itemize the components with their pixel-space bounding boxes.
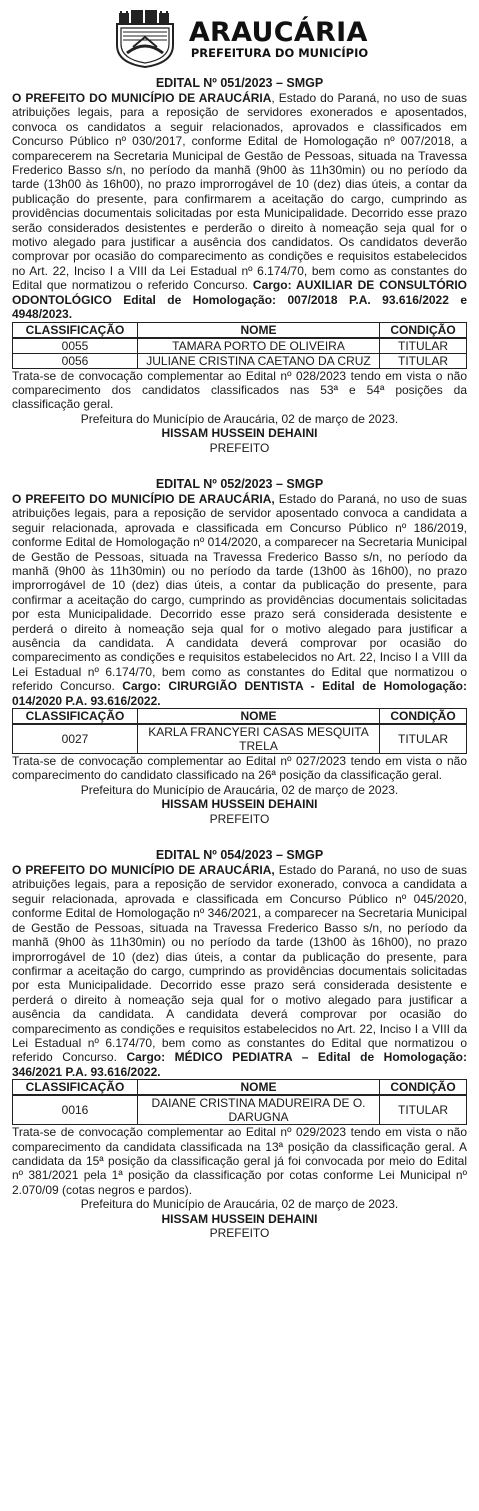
body-text: , Estado do Paraná, no uso de suas atribuições legais, para a reposição de servidores exonerados e aposentados, convoca os candidatos a seguir relacionados, aprovados e classificados em Concurso Público nº 030/2017, conforme Edital de Homologação nº 007/2018, a comparecerem na Secretaria Municipal de Gestão de Pessoas, situada na Travessa Frederico Basso s/n, no período da manhã (9h00 às 11h30min) ou no período da tarde (13h00 às 16h00), no prazo improrrogável de 10 (dez) dias úteis, a contar da publicação do presente, para confirmarem a aceitação do cargo, cumprindo as providências documentais solicitadas por esta Municipalidade. Decorrido esse prazo serão considerados desistentes e perderão o direito à nomeação seja qual for o motivo alegado para justificar a ausência dos candidatos. Os candidatos deverão comprovar por ocasião do comparecimento as condições e requisitos estabelecidos no Art. 22, Inciso I a VIII da Lei Estadual nº 6.174/70, bem como as constantes do Edital que normatizou o referido Concurso. <box>12 91 467 293</box>
cell-classificacao: 0056 <box>13 353 138 368</box>
edital-note: Trata-se de convocação complementar ao Edital nº 029/2023 tendo em vista o não comparecimento da candidata classificada na 13ª posição da classificação geral. A candidata da 15ª posição da classificação geral já foi convocada por meio do Edital nº 381/2021 pela 1ª posição da classificação por cotas conforme Lei Municipal nº 2.070/09 (cotas negros e pardos). <box>12 1125 467 1197</box>
edital-body <box>12 863 467 1079</box>
place-date: Prefeitura do Município de Araucária, 02 de março de 2023. <box>80 411 399 426</box>
place-date: Prefeitura do Município de Araucária, 02 de março de 2023. <box>80 782 399 797</box>
edital-title: EDITAL Nº 054/2023 – SMGP <box>155 848 324 863</box>
cell-nome: TAMARA PORTO DE OLIVEIRA <box>138 338 380 354</box>
cell-condicao: TITULAR <box>380 724 467 754</box>
cell-classificacao: 0055 <box>13 338 138 354</box>
edital-body <box>12 91 467 322</box>
edital-title: EDITAL Nº 052/2023 – SMGP <box>155 476 324 491</box>
header-classificacao: CLASSIFICAÇÃO <box>13 1080 138 1096</box>
municipality-name: ARAUCÁRIA <box>188 16 368 48</box>
cell-classificacao: 0027 <box>13 724 138 754</box>
table-header-row <box>13 322 467 338</box>
cell-condicao: TITULAR <box>380 353 467 368</box>
masthead <box>12 8 467 70</box>
cell-nome: DAIANE CRISTINA MADUREIRA DE O. DARUGNA <box>138 1095 380 1125</box>
document-page <box>12 0 467 1240</box>
edital-body <box>12 492 467 708</box>
cell-condicao: TITULAR <box>380 338 467 354</box>
header-nome: NOME <box>138 322 380 338</box>
municipal-crest-icon <box>111 9 181 69</box>
cargo-line: Cargo: AUXILIAR DE CONSULTÓRIO ODONTOLÓGICO Edital de Homologação: 007/2018 P.A. 93.616/2022 e 4948/2023. <box>12 278 467 322</box>
candidates-table <box>12 322 467 369</box>
header-condicao: CONDIÇÃO <box>380 709 467 725</box>
edital-052 <box>12 477 467 826</box>
header-classificacao: CLASSIFICAÇÃO <box>13 709 138 725</box>
cargo-line: Cargo: MÉDICO PEDIATRA – Edital de Homologação: 346/2021 P.A. 93.616/2022. <box>12 1050 468 1079</box>
table-row <box>13 724 467 754</box>
edital-051 <box>12 76 467 455</box>
edital-note: Trata-se de convocação complementar ao Edital nº 027/2023 tendo em vista o não comparecimento do candidato classificado na 26ª posição da classificação geral. <box>12 754 467 783</box>
cell-condicao: TITULAR <box>380 1095 467 1125</box>
table-header-row <box>13 709 467 725</box>
header-nome: NOME <box>138 1080 380 1096</box>
table-row <box>13 1095 467 1125</box>
table-row <box>13 353 467 368</box>
signer-role: PREFEITO <box>209 440 270 455</box>
body-text: Estado do Paraná, no uso de suas atribuições legais, para a reposição de servidor exonerado, convoca a candidata a seguir relacionada, aprovada e classificada em Concurso Público nº 045/2020, conforme Edital de Homologação nº 346/2021, a comparecer na Secretaria Municipal de Gestão de Pessoas, situada na Travessa Frederico Basso s/n, no período da manhã (9h00 às 11h30min) ou no período da tarde (13h00 às 16h00), no prazo improrrogável de 10 (dez) dias úteis, a contar da publicação do presente, para confirmar a aceitação do cargo, cumprindo as providências documentais solicitadas por esta Municipalidade. Decorrido esse prazo será considerada desistente e perderá o direito à nomeação seja qual for o motivo alegado para justificar a ausência da candidata. A candidata deverá comprovar por ocasião do comparecimento as condições e requisitos estabelecidos no Art. 22, Inciso I a VIII da Lei Estadual nº 6.174/70, bem como as constantes do Edital que normatizou o referido Concurso. <box>12 863 467 1065</box>
signer-name: HISSAM HUSSEIN DEHAINI <box>161 426 318 441</box>
cell-nome: KARLA FRANCYERI CASAS MESQUITA TRELA <box>138 724 380 754</box>
cell-nome: JULIANE CRISTINA CAETANO DA CRUZ <box>138 353 380 368</box>
edital-054 <box>12 848 467 1240</box>
signer-name: HISSAM HUSSEIN DEHAINI <box>161 797 318 812</box>
edital-title: EDITAL Nº 051/2023 – SMGP <box>155 76 324 90</box>
brand <box>188 16 369 60</box>
candidates-table <box>12 708 467 754</box>
table-header-row <box>13 1080 467 1096</box>
intro-heading: O PREFEITO DO MUNICÍPIO DE ARAUCÁRIA, <box>12 491 275 506</box>
edital-note: Trata-se de convocação complementar ao Edital nº 028/2023 tendo em vista o não comparecimento dos candidatos classificados nas 53ª e 54ª posições da classificação geral. <box>12 368 467 412</box>
signer-role: PREFEITO <box>209 1226 270 1240</box>
header-nome: NOME <box>138 709 380 725</box>
candidates-table <box>12 1079 467 1125</box>
place-date: Prefeitura do Município de Araucária, 02 de março de 2023. <box>80 1197 399 1212</box>
cell-classificacao: 0016 <box>13 1095 138 1125</box>
header-condicao: CONDIÇÃO <box>380 322 467 338</box>
signer-name: HISSAM HUSSEIN DEHAINI <box>161 1211 318 1226</box>
body-text: Estado do Paraná, no uso de suas atribuições legais, para a reposição de servidor aposentado convoca a candidata a seguir relacionada, aprovada e classificada em Concurso Público nº 186/2019, conforme Edital de Homologação nº 014/2020, a comparecer na Secretaria Municipal de Gestão de Pessoas, situada na Travessa Frederico Basso s/n, no período da manhã (9h00 às 11h30min) ou no período da tarde (13h00 às 16h00), no prazo improrrogável de 10 (dez) dias úteis, a contar da publicação do presente, para confirmar a aceitação do cargo, cumprindo as providências documentais solicitadas por esta Municipalidade. Decorrido esse prazo será considerada desistente e perderá o direito à nomeação seja qual for o motivo alegado para justificar a ausência da candidata. A candidata deverá comprovar por ocasião do comparecimento as condições e requisitos estabelecidos no Art. 22, Inciso I a VIII da Lei Estadual nº 6.174/70, bem como as constantes do Edital que normatizou o referido Concurso. <box>12 491 467 694</box>
signer-role: PREFEITO <box>209 811 270 826</box>
cargo-line: Cargo: CIRURGIÃO DENTISTA - Edital de Homologação: 014/2020 P.A. 93.616/2022. <box>12 679 467 708</box>
intro-heading: O PREFEITO DO MUNICÍPIO DE ARAUCÁRIA <box>12 91 272 105</box>
intro-heading: O PREFEITO DO MUNICÍPIO DE ARAUCÁRIA, <box>12 863 275 878</box>
header-condicao: CONDIÇÃO <box>380 1080 467 1096</box>
header-classificacao: CLASSIFICAÇÃO <box>13 322 138 338</box>
table-row <box>13 338 467 354</box>
municipality-subtitle: PREFEITURA DO MUNICÍPIO <box>190 45 369 60</box>
